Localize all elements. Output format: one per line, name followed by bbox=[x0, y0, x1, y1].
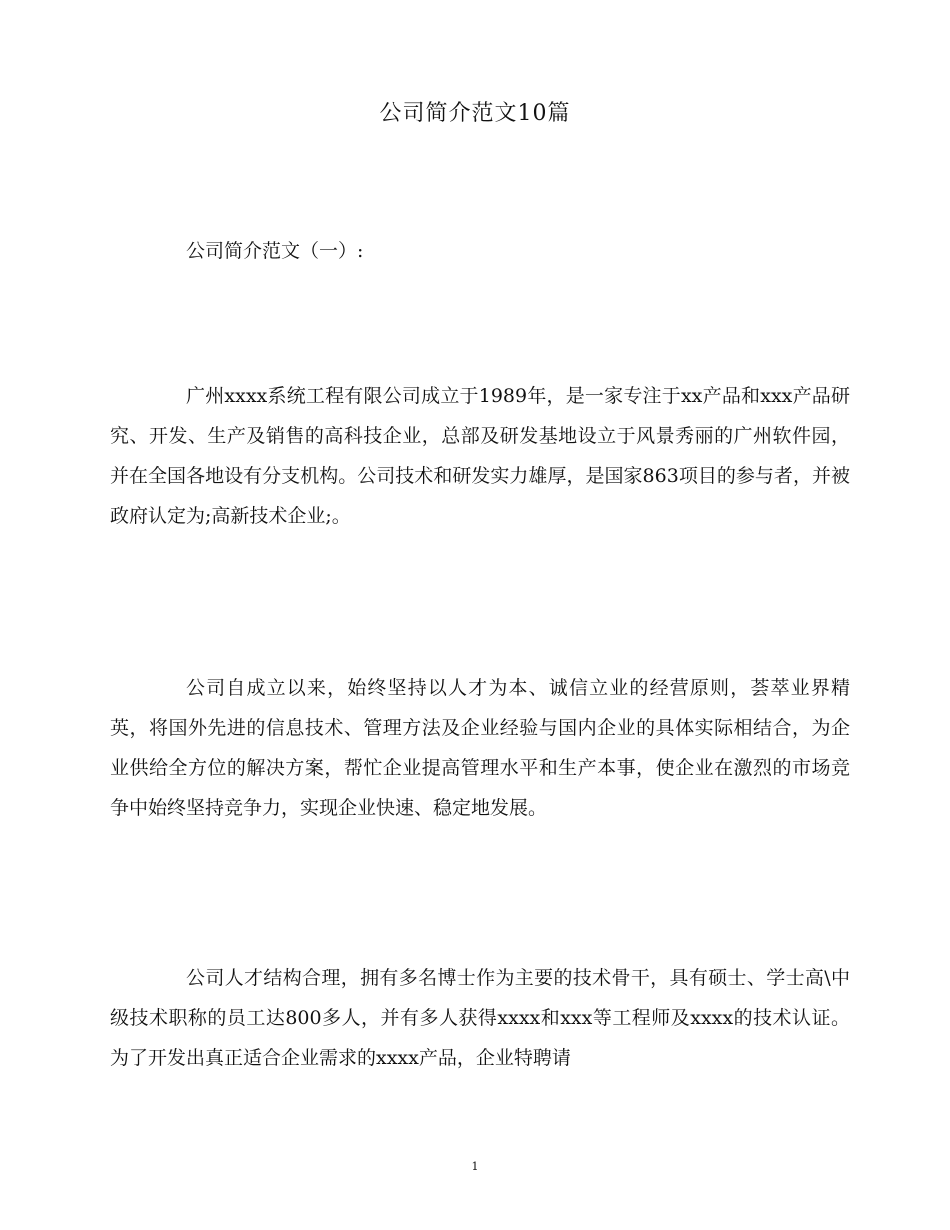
paragraph-2: 公司自成立以来，始终坚持以人才为本、诚信立业的经营原则，荟萃业界精英，将国外先进的信息技术、管理方法及企业经验与国内企业的具体实际相结合，为企业供给全方位的解决方案，帮忙企业提高管理水平和生产本事，使企业在激烈的市场竞争中始终坚持竞争力，实现企业快速、稳定地发展。 bbox=[110, 677, 850, 819]
paragraph-1: 广州xxxx系统工程有限公司成立于1989年，是一家专注于xx产品和xxx产品研究、开发、生产及销售的高科技企业，总部及研发基地设立于风景秀丽的广州软件园，并在全国各地设有分支机构。公司技术和研发实力雄厚，是国家863项目的参与者，并被政府认定为;高新技术企业;。 bbox=[110, 385, 850, 527]
document-title: 公司简介范文10篇 bbox=[379, 101, 571, 126]
page-number: 1 bbox=[471, 1160, 479, 1173]
paragraph-3: 公司人才结构合理，拥有多名博士作为主要的技术骨干，具有硕士、学士高\中级技术职称的员工达800多人，并有多人获得xxxx和xxx等工程师及xxxx的技术认证。为了开发出真正适合企业需求的xxxx产品，企业特聘请 bbox=[110, 967, 850, 1069]
section-heading: 公司简介范文（一）: bbox=[186, 240, 364, 262]
